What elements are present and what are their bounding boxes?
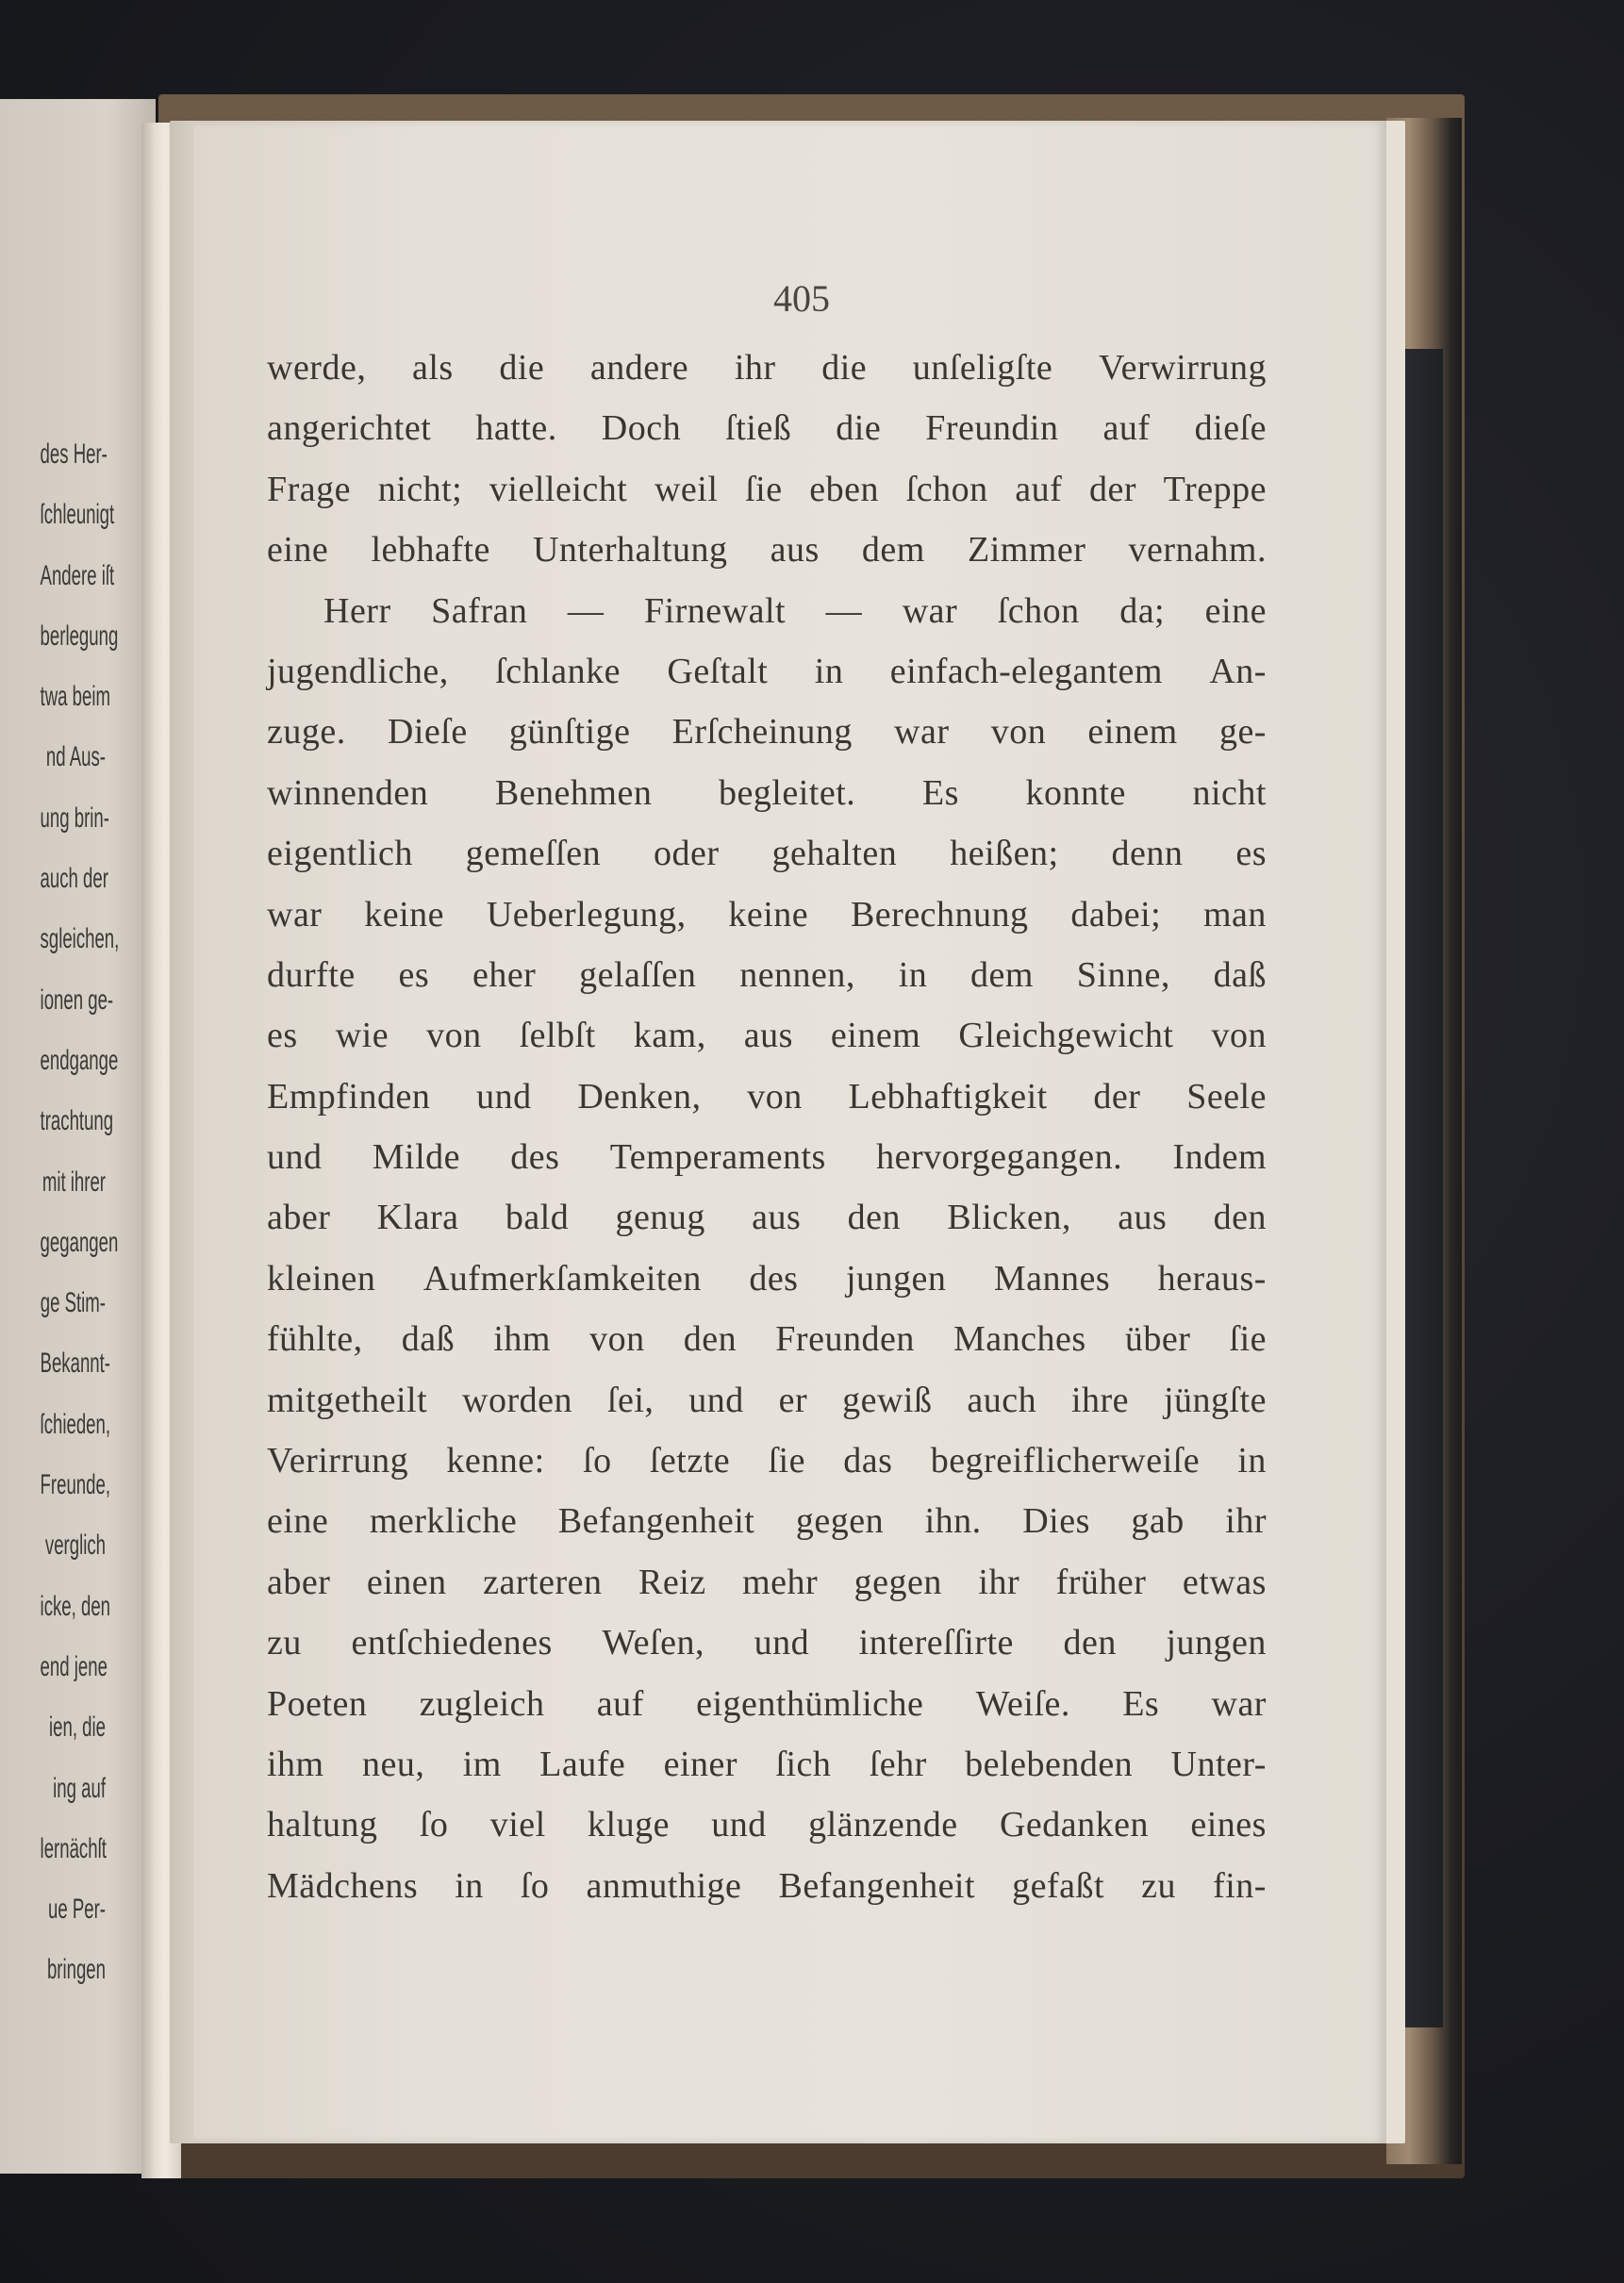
book-page: [193, 121, 1386, 2143]
previous-page-line: endgange: [40, 1044, 119, 1076]
text-line: Frage nicht; vielleicht weil ſie eben ſchon auf der Treppe: [267, 469, 1267, 509]
previous-page-line: nd Aus-: [45, 741, 106, 773]
previous-page-line: trachtung: [40, 1105, 114, 1137]
text-line: haltung ſo viel kluge und glänzende Gedanken eines: [267, 1805, 1267, 1845]
book-cover-dark-edge: [1400, 349, 1443, 2027]
text-line: aber einen zarteren Reiz mehr gegen ihr früher etwas: [267, 1562, 1267, 1602]
previous-page-line: verglich: [44, 1530, 106, 1562]
previous-page-line: ien, die: [49, 1712, 106, 1744]
previous-page-line: auch der: [40, 863, 108, 895]
text-line: werde, als die andere ihr die unſeligſte Verwirrung: [267, 348, 1267, 388]
text-line: Empfinden und Denken, von Lebhaftigkeit der Seele: [267, 1076, 1267, 1117]
previous-page-line: bringen: [46, 1954, 106, 1986]
previous-page-line: ge Stim-: [40, 1287, 106, 1319]
text-line: kleinen Aufmerkſamkeiten des jungen Mannes heraus-: [267, 1258, 1267, 1299]
previous-page-line: ionen ge-: [40, 984, 114, 1016]
previous-page-line: icke, den: [40, 1590, 111, 1622]
text-line: angerichtet hatte. Doch ſtieß die Freundin auf dieſe: [267, 408, 1267, 449]
previous-page-line: ſchleunigt: [40, 499, 115, 531]
previous-page-line: ing auf: [53, 1772, 106, 1804]
text-line: aber Klara bald genug aus den Blicken, aus den: [267, 1198, 1267, 1238]
text-line: fühlte, daß ihm von den Freunden Manches über ſie: [267, 1319, 1267, 1360]
previous-page-line: gegangen: [40, 1226, 119, 1258]
page-number: 405: [773, 277, 830, 320]
previous-page-line: sgleichen,: [40, 923, 120, 955]
text-line: ihm neu, im Laufe einer ſich ſehr belebenden Unter-: [267, 1744, 1267, 1784]
previous-page-line: lernächſt: [40, 1832, 107, 1864]
text-line: und Milde des Temperaments hervorgegangen. Indem: [267, 1137, 1267, 1178]
previous-page-line: ue Per-: [47, 1894, 106, 1926]
text-line: eigentlich gemeſſen oder gehalten heißen; denn es: [267, 834, 1267, 874]
text-line: zu entſchiedenes Weſen, und intereſſirte den jungen: [267, 1623, 1267, 1663]
previous-page-line: Freunde,: [40, 1469, 111, 1501]
text-line: Herr Safran — Firnewalt — war ſchon da; eine: [323, 590, 1267, 631]
previous-page-line: end jene: [40, 1650, 108, 1682]
previous-page-line: berlegung: [40, 620, 119, 652]
text-line: Poeten zugleich auf eigenthümliche Weiſe. Es war: [267, 1683, 1267, 1724]
text-line: zuge. Dieſe günſtige Erſcheinung war von einem ge-: [267, 712, 1267, 753]
previous-page: [0, 99, 156, 2174]
previous-page-line: Bekannt-: [40, 1348, 111, 1380]
previous-page-line: des Her-: [40, 438, 108, 470]
previous-page-text: [0, 424, 120, 2001]
text-line: eine lebhafte Unterhaltung aus dem Zimmer vernahm.: [267, 530, 1267, 571]
text-line: es wie von ſelbſt kam, aus einem Gleichgewicht von: [267, 1016, 1267, 1056]
text-line: jugendliche, ſchlanke Geſtalt in einfach-elegantem An-: [267, 651, 1267, 691]
text-line: durfte es eher gelaſſen nennen, in dem Sinne, daß: [267, 954, 1267, 995]
text-line: Mädchens in ſo anmuthige Befangenheit gefaßt zu fin-: [267, 1865, 1267, 1906]
page-body-text: [267, 347, 1267, 1926]
text-line: war keine Ueberlegung, keine Berechnung dabei; man: [267, 894, 1267, 935]
previous-page-line: ſchieden,: [40, 1408, 111, 1440]
text-line: mitgetheilt worden ſei, und er gewiß auch ihre jüngſte: [267, 1380, 1267, 1420]
previous-page-line: Andere iſt: [40, 559, 115, 591]
text-line: Verirrung kenne: ſo ſetzte ſie das begreiflicherweiſe in: [267, 1441, 1267, 1481]
previous-page-line: ung brin-: [40, 802, 109, 834]
text-line: winnenden Benehmen begleitet. Es konnte nicht: [267, 772, 1267, 813]
text-line: eine merkliche Befangenheit gegen ihn. Dies gab ihr: [267, 1501, 1267, 1542]
previous-page-line: mit ihrer: [41, 1166, 106, 1198]
previous-page-line: twa beim: [40, 681, 110, 713]
